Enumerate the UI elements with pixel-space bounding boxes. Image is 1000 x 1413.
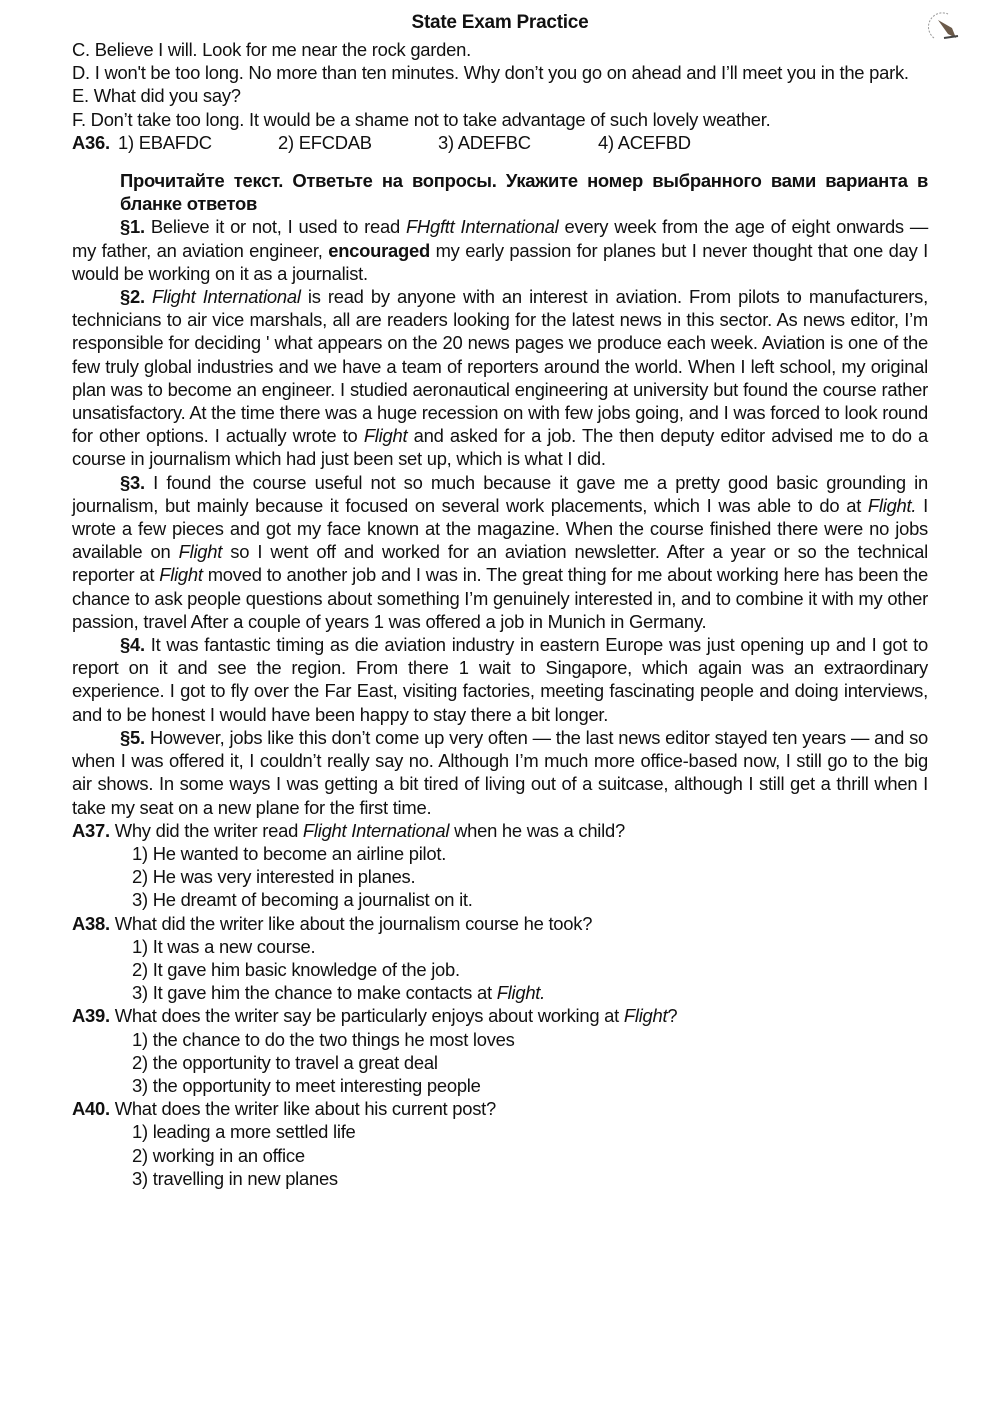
text-segment: What does the writer say be particularly enjoys about working at [109,1005,624,1027]
page-title: State Exam Practice [411,12,589,33]
text-segment: 1) leading a more settled life [132,1121,356,1143]
answer-option [72,865,928,888]
text-segment: is read by anyone with an interest in aviation. From pilots to manufacturers, technicians to air vice marshals, all are readers looking for the latest news in this sector. As news editor, I’m responsible for deciding ' what appears on the 20 news pages we produce each week. Aviation is one of the few truly global industries and we have a team of reporters around the world. When I left school, my original plan was to become an engineer. I studied aeronautical engineering at university but found the course rather unsatisfactory. At the time there was a huge recession on with few jobs going, and I was forced to look round for other options. I actually wrote to [72,286,928,447]
text-segment: I wrote a few pieces and got my face known at the magazine. When the course finished there were no jobs available on [72,494,928,563]
instruction: Прочитайте текст. Ответьте на вопросы. Укажите номер выбранного вами варианта в бланке ответов [120,170,928,215]
text-segment: moved to another job and I was in. The great thing for me about working here has been the chance to ask people questions about something I’m genuinely interested in, and to combine it with my other passion, travel After a couple of years 1 was offered a job in Munich in Germany. [72,564,928,632]
text-segment: and asked for a job. The then deputy editor advised me to do a course in journalism which had just been set up, which is what I did. [72,425,928,470]
text-segment: 3) the opportunity to meet interesting people [132,1074,481,1096]
question-a36 [72,131,928,154]
dialogue-option: D. I won't be too long. No more than ten minutes. Why don’t you go on ahead and I’ll meet you in the park. [72,62,909,84]
question-a40 [72,1097,928,1120]
text-segment: Flight International [152,286,301,308]
text-segment: FHgftt International [405,216,559,238]
question-label: A36. [72,131,110,153]
question-a39 [72,1004,928,1027]
answer-option: 1) EBAFDC [118,131,212,153]
answer-option [72,1120,928,1143]
text-segment: Flight [178,541,223,563]
text-segment: when he was a child? [449,819,625,841]
question-label: A39. [72,1005,110,1027]
text-segment: What does the writer like about his current post? [109,1098,497,1120]
bird-logo-icon [926,8,966,48]
dialogue-option: F. Don’t take too long. It would be a shame not to take advantage of such lovely weather. [72,108,771,130]
paragraph-4 [72,633,928,726]
text-segment: encouraged [328,239,430,261]
text-segment: Flight International [302,819,450,841]
question-label: A37. [72,819,110,841]
text-segment: 2) It gave him basic knowledge of the job. [132,958,460,980]
paragraph-2 [72,285,928,471]
text-segment: 3) travelling in new planes [132,1167,338,1189]
text-segment [145,286,152,307]
text-segment: my early passion for planes but I never thought that one day I would be working on it as a journalist. [72,239,928,284]
document-body [72,38,928,1190]
answer-option [72,1051,928,1074]
paragraph-3 [72,471,928,633]
text-segment: 3) He dreamt of becoming a journalist on it. [132,889,473,911]
text-segment: §4. [120,634,145,656]
question-a38 [72,912,928,935]
text-segment: every week from the age of eight onwards — my father, an aviation engineer, [72,216,928,261]
answer-option [72,1028,928,1051]
text-segment: Flight. [867,494,917,516]
paragraph-5 [72,726,928,819]
text-segment: Why did the writer read [109,819,303,841]
answer-option [72,935,928,958]
question-label: A38. [72,912,110,934]
text-segment: However, jobs like this don’t come up very often — the last news editor stayed ten years — and so when I was offered it, I couldn’t really say no. Although I’m much more office-based now, I still go to the big air shows. In some ways I was getting a bit tired of living out of a suitcase, although I still get a thrill when I take my seat on a new plane for the first time. [72,726,928,818]
text-segment: 1) the chance to do the two things he most loves [132,1028,515,1050]
text-segment: so I went off and worked for an aviation newsletter. After a year or so the technical reporter at [72,541,928,586]
text-segment: §1. [120,216,145,238]
answer-option: 4) ACEFBD [598,131,691,153]
answer-option [72,842,928,865]
text-segment: What did the writer like about the journalism course he took? [109,912,593,934]
answer-option [72,1144,928,1167]
text-segment: Flight [623,1005,668,1027]
text-segment: Flight. [496,982,546,1004]
text-segment: 2) working in an office [132,1144,305,1166]
text-segment: §5. [120,726,145,748]
question-label: A40. [72,1098,110,1120]
text-segment: §2. [120,286,145,308]
text-segment: §3. [120,471,145,493]
answer-option [72,981,928,1004]
answer-option: 3) ADEFBC [438,131,531,153]
answer-option [72,958,928,981]
text-segment: Flight [363,425,408,447]
text-segment: 1) It was a new course. [132,935,316,957]
text-segment: 2) the opportunity to travel a great deal [132,1051,438,1073]
text-segment: It was fantastic timing as die aviation industry in eastern Europe was just opening up and I got to report on it and see the region. From there 1 wait to Singapore, which again was an extraordinary experience. I got to fly over the Far East, visiting factories, meeting fascinating people and doing interviews, and to be honest I would have been happy to stay there a bit longer. [72,634,928,725]
text-segment: 1) He wanted to become an airline pilot. [132,842,447,864]
text-segment: ? [667,1005,678,1027]
answer-option [72,888,928,911]
text-segment: 3) It gave him the chance to make contacts at [132,982,497,1004]
text-segment: I found the course useful not so much because it gave me a pretty good basic grounding in journalism, but mainly because it focused on several work placements, which I was able to do at [72,471,928,516]
text-segment: Flight [159,564,203,586]
answer-option [72,1167,928,1190]
dialogue-option: E. What did you say? [72,85,241,107]
answer-option [72,1074,928,1097]
paragraph-1 [72,215,928,285]
text-segment: Believe it or not, I used to read [144,216,406,238]
dialogue-option: C. Believe I will. Look for me near the rock garden. [72,39,471,60]
answer-option: 2) EFCDAB [278,131,372,153]
question-a37 [72,819,928,842]
text-segment: 2) He was very interested in planes. [132,866,416,888]
